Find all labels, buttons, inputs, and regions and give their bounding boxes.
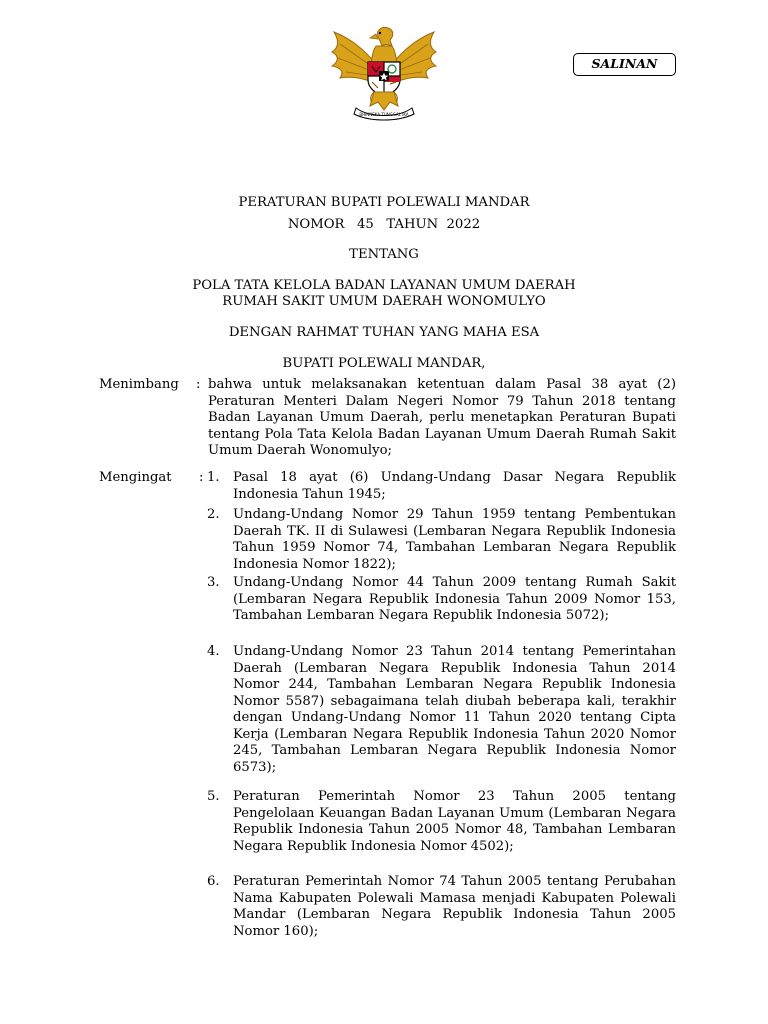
emblem-motto: BHINNEKA TUNGGAL IKA xyxy=(359,112,409,117)
list-item-number: 1. xyxy=(207,470,220,485)
list-item-number: 3. xyxy=(207,575,220,590)
mengingat-label: Mengingat xyxy=(99,470,172,485)
menimbang-label: Menimbang xyxy=(99,377,179,392)
tentang-heading: TENTANG xyxy=(349,247,419,262)
garuda-pancasila-emblem xyxy=(326,22,442,124)
rahmat-line: DENGAN RAHMAT TUHAN YANG MAHA ESA xyxy=(228,325,540,340)
list-item: Undang-Undang Nomor 23 Tahun 2014 tentang Pemerintahan Daerah (Lembaran Negara Republik Indonesia Tahun 2014 Nomor 244, Tambahan Lembaran Negara Republik Indonesia Nomor 5587) sebagaimana telah diubah beberapa kali, terakhir dengan Undang-Undang Nomor 11 Tahun 2020 tentang Cipta Kerja (Lembaran Negara Republik Indonesia Tahun 2020 Nomor 245, Tambahan Lembaran Negara Republik Indonesia Nomor 6573); xyxy=(233,644,676,775)
list-item: Undang-Undang Nomor 29 Tahun 1959 tentang Pembentukan Daerah TK. II di Sulawesi (Lembaran Negara Republik Indonesia Tahun 1959 Nomor 74, Tambahan Lembaran Negara Republik Indonesia Nomor 1822); xyxy=(233,507,676,572)
list-item-number: 2. xyxy=(207,507,220,522)
regulation-title: PERATURAN BUPATI POLEWALI MANDAR xyxy=(238,195,530,210)
list-item: Undang-Undang Nomor 44 Tahun 2009 tentang Rumah Sakit (Lembaran Negara Republik Indonesia Tahun 2009 Nomor 153, Tambahan Lembaran Negara Republik Indonesia 5072); xyxy=(233,575,676,623)
list-item-number: 6. xyxy=(207,874,220,889)
list-item-number: 4. xyxy=(207,644,220,659)
list-item: Pasal 18 ayat (6) Undang-Undang Dasar Negara Republik Indonesia Tahun 1945; xyxy=(233,470,676,502)
list-item: Peraturan Pemerintah Nomor 23 Tahun 2005 tentang Pengelolaan Keuangan Badan Layanan Umum (Lembaran Negara Republik Indonesia Tahun 2005 Nomor 48, Tambahan Lembaran Negara Republik Indonesia Nomor 4502); xyxy=(233,789,676,854)
list-item: Peraturan Pemerintah Nomor 74 Tahun 2005 tentang Perubahan Nama Kabupaten Polewali Mamasa menjadi Kabupaten Polewali Mandar (Lembaran Negara Republik Indonesia Tahun 2005 Nomor 160); xyxy=(233,874,676,939)
bupati-line: BUPATI POLEWALI MANDAR, xyxy=(282,356,486,371)
mengingat-colon: : xyxy=(199,470,204,485)
list-item-number: 5. xyxy=(207,789,220,804)
subject-line-2: RUMAH SAKIT UMUM DAERAH WONOMULYO xyxy=(222,294,546,309)
menimbang-colon: : xyxy=(196,377,201,392)
salinan-stamp: SALINAN xyxy=(573,53,676,76)
subject-line-1: POLA TATA KELOLA BADAN LAYANAN UMUM DAERAH xyxy=(192,278,576,293)
regulation-number: NOMOR 45 TAHUN 2022 xyxy=(287,217,481,232)
menimbang-text: bahwa untuk melaksanakan ketentuan dalam Pasal 38 ayat (2) Peraturan Menteri Dalam Negeri Nomor 79 Tahun 2018 tentang Badan Layanan Umum Daerah, perlu menetapkan Peraturan Bupati tentang Pola Tata Kelola Badan Layanan Umum Daerah Rumah Sakit Umum Daerah Wonomulyo; xyxy=(208,377,676,458)
